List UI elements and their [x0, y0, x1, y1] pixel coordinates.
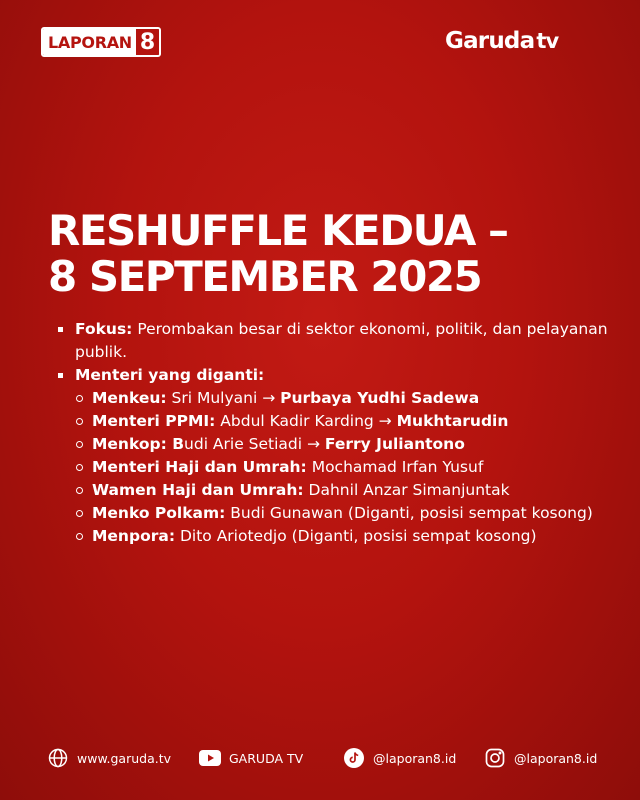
youtube-channel[interactable]: GARUDA TV: [229, 750, 304, 766]
minister-role: Menko Polkam:: [92, 504, 226, 522]
new-minister: Mukhtarudin: [396, 412, 509, 430]
footer-instagram[interactable]: [484, 747, 597, 769]
minister-role: Wamen Haji dan Umrah:: [92, 481, 304, 499]
instagram-handle[interactable]: @laporan8.id: [514, 750, 598, 766]
circle-bullet-icon: [76, 487, 83, 494]
square-bullet-icon: [58, 327, 63, 332]
fokus-label: Fokus:: [75, 320, 133, 338]
footer-tiktok[interactable]: [343, 747, 456, 769]
circle-bullet-icon: [76, 510, 83, 517]
youtube-icon: [199, 747, 221, 769]
header: [0, 0, 640, 80]
footer-website[interactable]: [47, 747, 171, 769]
circle-bullet-icon: [76, 533, 83, 540]
title-line-2: 8 SEPTEMBER 2025: [48, 252, 482, 301]
content-list: [56, 318, 616, 548]
list-item: [75, 479, 616, 502]
square-bullet-icon: [58, 373, 63, 378]
list-item: [75, 387, 616, 410]
menteri-diganti-label: Menteri yang diganti:: [75, 366, 265, 384]
list-item-menteri-diganti: [56, 364, 616, 548]
laporan-logo-number: 8: [136, 29, 159, 55]
circle-bullet-icon: [76, 418, 83, 425]
footer-youtube[interactable]: [199, 747, 303, 769]
minister-change: Dahnil Anzar Simanjuntak: [303, 481, 510, 499]
circle-bullet-icon: [76, 441, 83, 448]
new-minister: Purbaya Yudhi Sadewa: [280, 389, 480, 407]
title-line-1: RESHUFFLE KEDUA –: [48, 206, 508, 255]
list-item: [75, 433, 616, 456]
minister-role: Menkop: B: [92, 435, 185, 453]
minister-role: Menteri Haji dan Umrah:: [92, 458, 307, 476]
replaced-ministers-list: [75, 387, 616, 548]
circle-bullet-icon: [76, 464, 83, 471]
instagram-icon: [484, 747, 506, 769]
page-title: [48, 208, 608, 300]
globe-icon: [47, 747, 69, 769]
list-item: [75, 456, 616, 479]
website-link[interactable]: www.garuda.tv: [77, 750, 172, 766]
minister-role: Menteri PPMI:: [92, 412, 216, 430]
laporan-logo-word: LAPORAN: [43, 29, 136, 55]
minister-change: Abdul Kadir Karding →: [215, 412, 397, 430]
minister-change: Sri Mulyani →: [166, 389, 281, 407]
list-item: [75, 525, 616, 548]
minister-change: Budi Gunawan (Diganti, posisi sempat kosong): [225, 504, 593, 522]
tiktok-icon: [343, 747, 365, 769]
minister-change: Dito Ariotedjo (Diganti, posisi sempat kosong): [175, 527, 537, 545]
laporan8-logo: [41, 27, 161, 57]
minister-change: udi Arie Setiadi →: [184, 435, 325, 453]
tiktok-handle[interactable]: @laporan8.id: [373, 750, 457, 766]
garuda-logo-tv: tv: [536, 29, 559, 53]
minister-change: Mochamad Irfan Yusuf: [306, 458, 484, 476]
footer: [0, 735, 640, 779]
minister-role: Menpora:: [92, 527, 176, 545]
list-item: [75, 410, 616, 433]
minister-role: Menkeu:: [92, 389, 167, 407]
list-item-fokus: [56, 318, 616, 364]
garudatv-logo: [445, 28, 558, 54]
main-bullet-list: [56, 318, 616, 548]
new-minister: Ferry Juliantono: [324, 435, 465, 453]
garuda-logo-word: Garuda: [445, 28, 535, 54]
circle-bullet-icon: [76, 395, 83, 402]
fokus-text: Perombakan besar di sektor ekonomi, politik, dan pelayanan publik.: [75, 320, 608, 361]
list-item: [75, 502, 616, 525]
